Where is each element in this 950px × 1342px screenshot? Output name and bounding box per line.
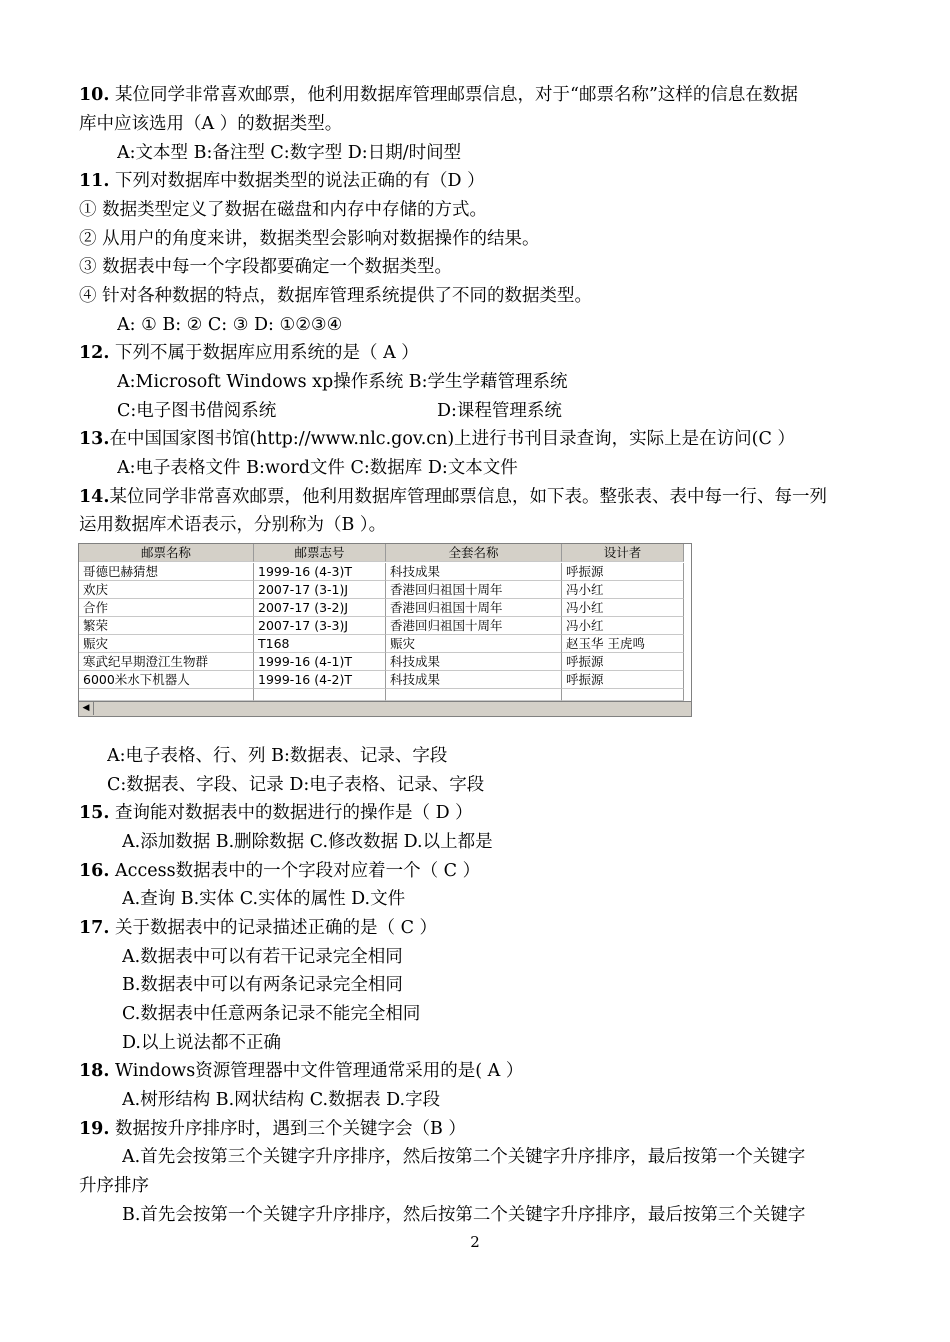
table-cell: 赈灾 bbox=[79, 635, 254, 653]
q16-text: Access数据表中的一个字段对应着一个（ C ） bbox=[109, 861, 481, 881]
table-cell: T168 bbox=[254, 635, 386, 653]
q13-text: 在中国国家图书馆(http://www.nlc.gov.cn)上进行书刊目录查询，实际上是在访问(C ） bbox=[109, 429, 795, 449]
q12-option-d: D:课程管理系统 bbox=[437, 401, 562, 421]
q11-item-2: ② 从用户的角度来讲，数据类型会影响对数据操作的结果。 bbox=[79, 229, 540, 249]
q13-number: 13. bbox=[79, 429, 110, 449]
table-cell: 赵玉华 王虎鸣 bbox=[562, 635, 684, 653]
table-cell: 呼振源 bbox=[562, 671, 684, 689]
table-cell: 2007-17 (3-3)J bbox=[254, 617, 386, 635]
q11-options: A: ① B: ② C: ③ D: ①②③④ bbox=[117, 315, 343, 335]
table-cell: 香港回归祖国十周年 bbox=[386, 617, 562, 635]
q18-stem bbox=[79, 1057, 873, 1085]
table-cell: 科技成果 bbox=[386, 563, 562, 581]
q17-option-c: C.数据表中任意两条记录不能完全相同 bbox=[122, 1004, 421, 1024]
table-cell: 呼振源 bbox=[562, 653, 684, 671]
q19-number: 19. bbox=[79, 1119, 110, 1139]
table-cell: 1999-16 (4-1)T bbox=[254, 653, 386, 671]
q19-stem bbox=[79, 1115, 873, 1143]
q17-text: 关于数据表中的记录描述正确的是（ C ） bbox=[109, 918, 438, 938]
q15-options: A.添加数据 B.删除数据 C.修改数据 D.以上都是 bbox=[122, 832, 493, 852]
column-header: 设计者 bbox=[562, 544, 684, 562]
q13-options: A:电子表格文件 B:word文件 C:数据库 D:文本文件 bbox=[117, 458, 518, 478]
q10-text-2: 库中应该选用（A ）的数据类型。 bbox=[79, 114, 343, 134]
q14-options-1: A:电子表格、行、列 B:数据表、记录、字段 bbox=[107, 746, 448, 766]
q15-text: 查询能对数据表中的数据进行的操作是（ D ） bbox=[109, 803, 473, 823]
table-cell: 香港回归祖国十周年 bbox=[386, 599, 562, 617]
q17-option-d: D.以上说法都不正确 bbox=[122, 1033, 281, 1053]
table-cell: 2007-17 (3-2)J bbox=[254, 599, 386, 617]
q17-option-b: B.数据表中可以有两条记录完全相同 bbox=[122, 975, 403, 995]
q19-option-b-line-1: B.首先会按第一个关键字升序排序，然后按第二个关键字升序排序，最后按第三个关键字 bbox=[122, 1205, 806, 1225]
table-row bbox=[79, 635, 691, 653]
table-cell: 欢庆 bbox=[79, 581, 254, 599]
table-cell: 科技成果 bbox=[386, 671, 562, 689]
table-header-row bbox=[79, 544, 691, 562]
q12-option-c: C:电子图书借阅系统 bbox=[117, 401, 277, 421]
q11-stem bbox=[79, 167, 873, 195]
table-row bbox=[79, 581, 691, 599]
q11-text: 下列对数据库中数据类型的说法正确的有（D ） bbox=[109, 171, 485, 191]
table-cell bbox=[79, 689, 254, 701]
q14-stem bbox=[79, 483, 873, 511]
q19-text: 数据按升序排序时，遇到三个关键字会（B ） bbox=[109, 1119, 466, 1139]
q11-item-4: ④ 针对各种数据的特点，数据库管理系统提供了不同的数据类型。 bbox=[79, 286, 593, 306]
q12-stem bbox=[79, 339, 873, 367]
table-cell: 科技成果 bbox=[386, 653, 562, 671]
table-cell: 哥德巴赫猜想 bbox=[79, 563, 254, 581]
column-header: 邮票名称 bbox=[79, 544, 254, 562]
table-cell: 呼振源 bbox=[562, 563, 684, 581]
table-cell: 赈灾 bbox=[386, 635, 562, 653]
table-row bbox=[79, 599, 691, 617]
table-cell: 1999-16 (4-2)T bbox=[254, 671, 386, 689]
table-cell: 寒武纪早期澄江生物群 bbox=[79, 653, 254, 671]
table-row-partial bbox=[79, 689, 691, 701]
q14-text-1: 某位同学非常喜欢邮票，他利用数据库管理邮票信息，如下表。整张表、表中每一行、每一列 bbox=[109, 487, 827, 507]
column-header: 邮票志号 bbox=[254, 544, 386, 562]
table-cell bbox=[254, 689, 386, 701]
q15-number: 15. bbox=[79, 803, 110, 823]
q17-option-a: A.数据表中可以有若干记录完全相同 bbox=[122, 947, 403, 967]
table-cell: 1999-16 (4-3)T bbox=[254, 563, 386, 581]
q17-number: 17. bbox=[79, 918, 110, 938]
table-cell: 香港回归祖国十周年 bbox=[386, 581, 562, 599]
table-cell bbox=[562, 689, 684, 701]
table-row bbox=[79, 617, 691, 635]
q12-number: 12. bbox=[79, 343, 110, 363]
q19-option-a-line-2: 升序排序 bbox=[79, 1176, 149, 1196]
q10-stem bbox=[79, 81, 873, 109]
q18-options: A.树形结构 B.网状结构 C.数据表 D.字段 bbox=[122, 1090, 441, 1110]
q16-number: 16. bbox=[79, 861, 110, 881]
table-cell: 冯小红 bbox=[562, 599, 684, 617]
q14-text-2: 运用数据库术语表示，分别称为（B ）。 bbox=[79, 515, 387, 535]
q19-option-a-line-1: A.首先会按第三个关键字升序排序，然后按第二个关键字升序排序，最后按第一个关键字 bbox=[122, 1147, 806, 1167]
q14-number: 14. bbox=[79, 487, 110, 507]
q16-stem bbox=[79, 857, 873, 885]
q16-options: A.查询 B.实体 C.实体的属性 D.文件 bbox=[122, 889, 406, 909]
q15-stem bbox=[79, 799, 873, 827]
stamp-table-screenshot bbox=[78, 543, 692, 717]
q17-stem bbox=[79, 914, 873, 942]
q13-stem bbox=[79, 425, 873, 453]
table-cell: 冯小红 bbox=[562, 617, 684, 635]
table-cell: 冯小红 bbox=[562, 581, 684, 599]
q18-number: 18. bbox=[79, 1061, 110, 1081]
q10-options: A:文本型 B:备注型 C:数字型 D:日期/时间型 bbox=[117, 143, 462, 163]
q11-item-3: ③ 数据表中每一个字段都要确定一个数据类型。 bbox=[79, 257, 453, 277]
table-cell: 6000米水下机器人 bbox=[79, 671, 254, 689]
q12-options-2 bbox=[117, 397, 873, 425]
column-header: 全套名称 bbox=[386, 544, 562, 562]
table-cell: 2007-17 (3-1)J bbox=[254, 581, 386, 599]
page-number: 2 bbox=[470, 1233, 480, 1251]
q18-text: Windows资源管理器中文件管理通常采用的是( A ） bbox=[109, 1061, 524, 1081]
table-row bbox=[79, 653, 691, 671]
q10-text-1: 某位同学非常喜欢邮票，他利用数据库管理邮票信息，对于“邮票名称”这样的信息在数据 bbox=[115, 85, 798, 105]
q12-options-1: A:Microsoft Windows xp操作系统 B:学生学藉管理系统 bbox=[117, 372, 568, 392]
table-cell: 繁荣 bbox=[79, 617, 254, 635]
table-row bbox=[79, 671, 691, 689]
q12-text: 下列不属于数据库应用系统的是（ A ） bbox=[109, 343, 419, 363]
q10-number: 10. bbox=[79, 85, 110, 105]
horizontal-scrollbar[interactable] bbox=[79, 701, 691, 716]
q11-number: 11. bbox=[79, 171, 110, 191]
q14-options-2: C:数据表、字段、记录 D:电子表格、记录、字段 bbox=[107, 775, 485, 795]
scroll-left-arrow-icon[interactable]: ◀ bbox=[79, 702, 94, 715]
table-cell bbox=[386, 689, 562, 701]
q11-item-1: ① 数据类型定义了数据在磁盘和内存中存储的方式。 bbox=[79, 200, 488, 220]
table-cell: 合作 bbox=[79, 599, 254, 617]
table-row bbox=[79, 563, 691, 581]
